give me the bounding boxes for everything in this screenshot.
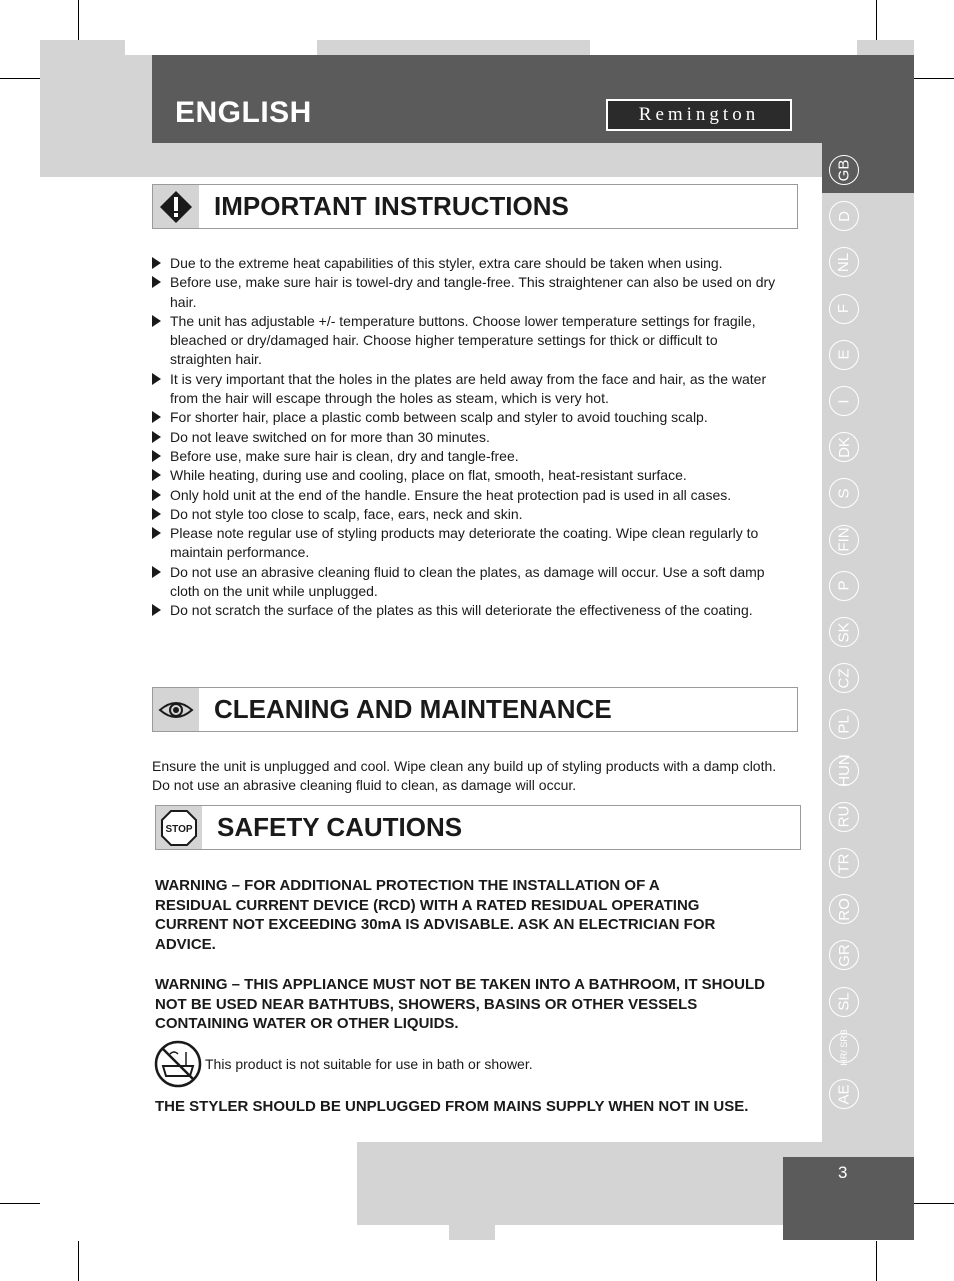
rcd-warning: WARNING – FOR ADDITIONAL PROTECTION THE INSTALLATION OF A RESIDUAL CURRENT DEVICE (RCD) WITH A RATED RESIDUAL OPERATING CURRENT NOT EXCEEDING 30mA IS ADVISABLE. ASK AN ELECTRICIAN FOR ADVICE. — [155, 877, 716, 953]
language-badge — [829, 432, 859, 462]
crop-mark — [914, 1203, 954, 1204]
section-title: CLEANING AND MAINTENANCE — [214, 694, 612, 724]
language-badge — [829, 525, 859, 555]
language-code: RU — [835, 805, 853, 828]
language-code: PL — [835, 715, 853, 734]
list-item: Due to the extreme heat capabilities of this styler, extra care should be taken when using. — [152, 254, 777, 273]
language-badge — [829, 617, 859, 647]
list-item: Do not leave switched on for more than 30 minutes. — [152, 428, 777, 447]
crop-mark — [78, 1241, 79, 1281]
list-item: Before use, make sure hair is towel-dry and tangle-free. This straightener can also be used on dry hair. — [152, 273, 777, 312]
list-item: Do not use an abrasive cleaning fluid to clean the plates, as damage will occur. Use a soft damp cloth on the unit while unplugged. — [152, 563, 777, 602]
page-number-band — [783, 1157, 914, 1240]
header-notch — [125, 40, 317, 55]
language-badge — [829, 756, 859, 786]
brand-name: Remington — [638, 104, 760, 125]
language-code: NL — [835, 252, 853, 272]
language-code: SK — [835, 621, 853, 643]
section-title: SAFETY CAUTIONS — [217, 812, 463, 842]
header-notch — [590, 40, 857, 55]
list-item: For shorter hair, place a plastic comb between scalp and styler to avoid touching scalp. — [152, 408, 777, 427]
list-item: It is very important that the holes in the plates are held away from the face and hair, as the water from the hair will escape through the holes as steam, which is very hot. — [152, 370, 777, 409]
crop-mark — [914, 78, 954, 79]
language-title: ENGLISH — [175, 96, 312, 129]
language-badge — [829, 201, 859, 231]
crop-mark — [0, 78, 40, 79]
important-instructions-header — [152, 184, 798, 229]
language-code: E — [835, 349, 853, 360]
safety-header — [155, 805, 801, 850]
list-item: Only hold unit at the end of the handle. Ensure the heat protection pad is used in all cases. — [152, 486, 777, 505]
language-code: F — [835, 304, 853, 314]
footer-tab — [449, 1225, 495, 1240]
unplug-warning: THE STYLER SHOULD BE UNPLUGGED FROM MAINS SUPPLY WHEN NOT IN USE. — [155, 1098, 749, 1115]
warning-icon — [153, 185, 199, 228]
language-code: TR — [835, 853, 853, 873]
stop-sign-icon — [156, 806, 202, 849]
language-code: GR — [835, 944, 853, 967]
list-item: The unit has adjustable +/- temperature buttons. Choose lower temperature settings for fragile, bleached or dry/damaged hair. Choose higher temperature settings for thick or difficult to straighten hair. — [152, 312, 777, 370]
language-badge — [829, 386, 859, 416]
language-code: AE — [835, 1083, 853, 1105]
language-badge — [829, 987, 859, 1017]
language-code: S — [835, 488, 853, 499]
list-item: Do not style too close to scalp, face, ears, neck and skin. — [152, 505, 777, 524]
language-code: HUN — [835, 754, 853, 787]
section-title: IMPORTANT INSTRUCTIONS — [214, 191, 569, 221]
crop-mark — [78, 0, 79, 40]
language-badge — [829, 802, 859, 832]
language-code: CZ — [835, 668, 853, 689]
language-badge — [829, 894, 859, 924]
instruction-list — [152, 254, 777, 621]
brand-logo — [606, 99, 792, 131]
bath-note: This product is not suitable for use in bath or shower. — [205, 1056, 533, 1072]
cleaning-header — [152, 687, 798, 732]
no-bath-icon — [154, 1040, 202, 1093]
crop-mark — [876, 1241, 877, 1281]
language-code: P — [835, 580, 853, 591]
eye-icon — [153, 688, 199, 731]
footer-band — [357, 1142, 822, 1225]
list-item: While heating, during use and cooling, place on flat, smooth, heat-resistant surface. — [152, 466, 777, 485]
crop-mark — [876, 0, 877, 40]
page-number: 3 — [838, 1163, 848, 1182]
language-code: GB — [835, 159, 853, 181]
bathroom-warning: WARNING – THIS APPLIANCE MUST NOT BE TAKEN INTO A BATHROOM, IT SHOULD NOT BE USED NEAR BATHTUBS, SHOWERS, BASINS OR OTHER VESSELS CONTAINING WATER OR OTHER LIQUIDS. — [155, 976, 765, 1032]
stop-sign-label: STOP — [165, 823, 193, 835]
language-code: HR/ SRB — [838, 1029, 849, 1067]
language-code: I — [835, 398, 853, 404]
language-badge — [829, 340, 859, 370]
language-badge — [829, 155, 859, 185]
language-badge — [829, 571, 859, 601]
language-code: D — [835, 210, 853, 222]
list-item: Do not scratch the surface of the plates as this will deteriorate the effectiveness of the coating. — [152, 601, 777, 620]
language-code: FIN — [835, 527, 853, 552]
list-item: Please note regular use of styling products may deteriorate the coating. Wipe clean regularly to maintain performance. — [152, 524, 777, 563]
language-badge — [829, 663, 859, 693]
list-item: Before use, make sure hair is clean, dry and tangle-free. — [152, 447, 777, 466]
language-badge — [829, 1029, 859, 1067]
crop-mark — [0, 1203, 40, 1204]
cleaning-text: Ensure the unit is unplugged and cool. Wipe clean any build up of styling products with a damp cloth. Do not use an abrasive cleaning fluid to clean, as damage will occur. — [152, 758, 777, 794]
language-code: RO — [835, 897, 853, 921]
language-code: DK — [835, 436, 853, 458]
language-badge — [829, 1079, 859, 1109]
language-code: SL — [835, 992, 853, 1011]
language-badge — [829, 294, 859, 324]
language-badge — [829, 848, 859, 878]
